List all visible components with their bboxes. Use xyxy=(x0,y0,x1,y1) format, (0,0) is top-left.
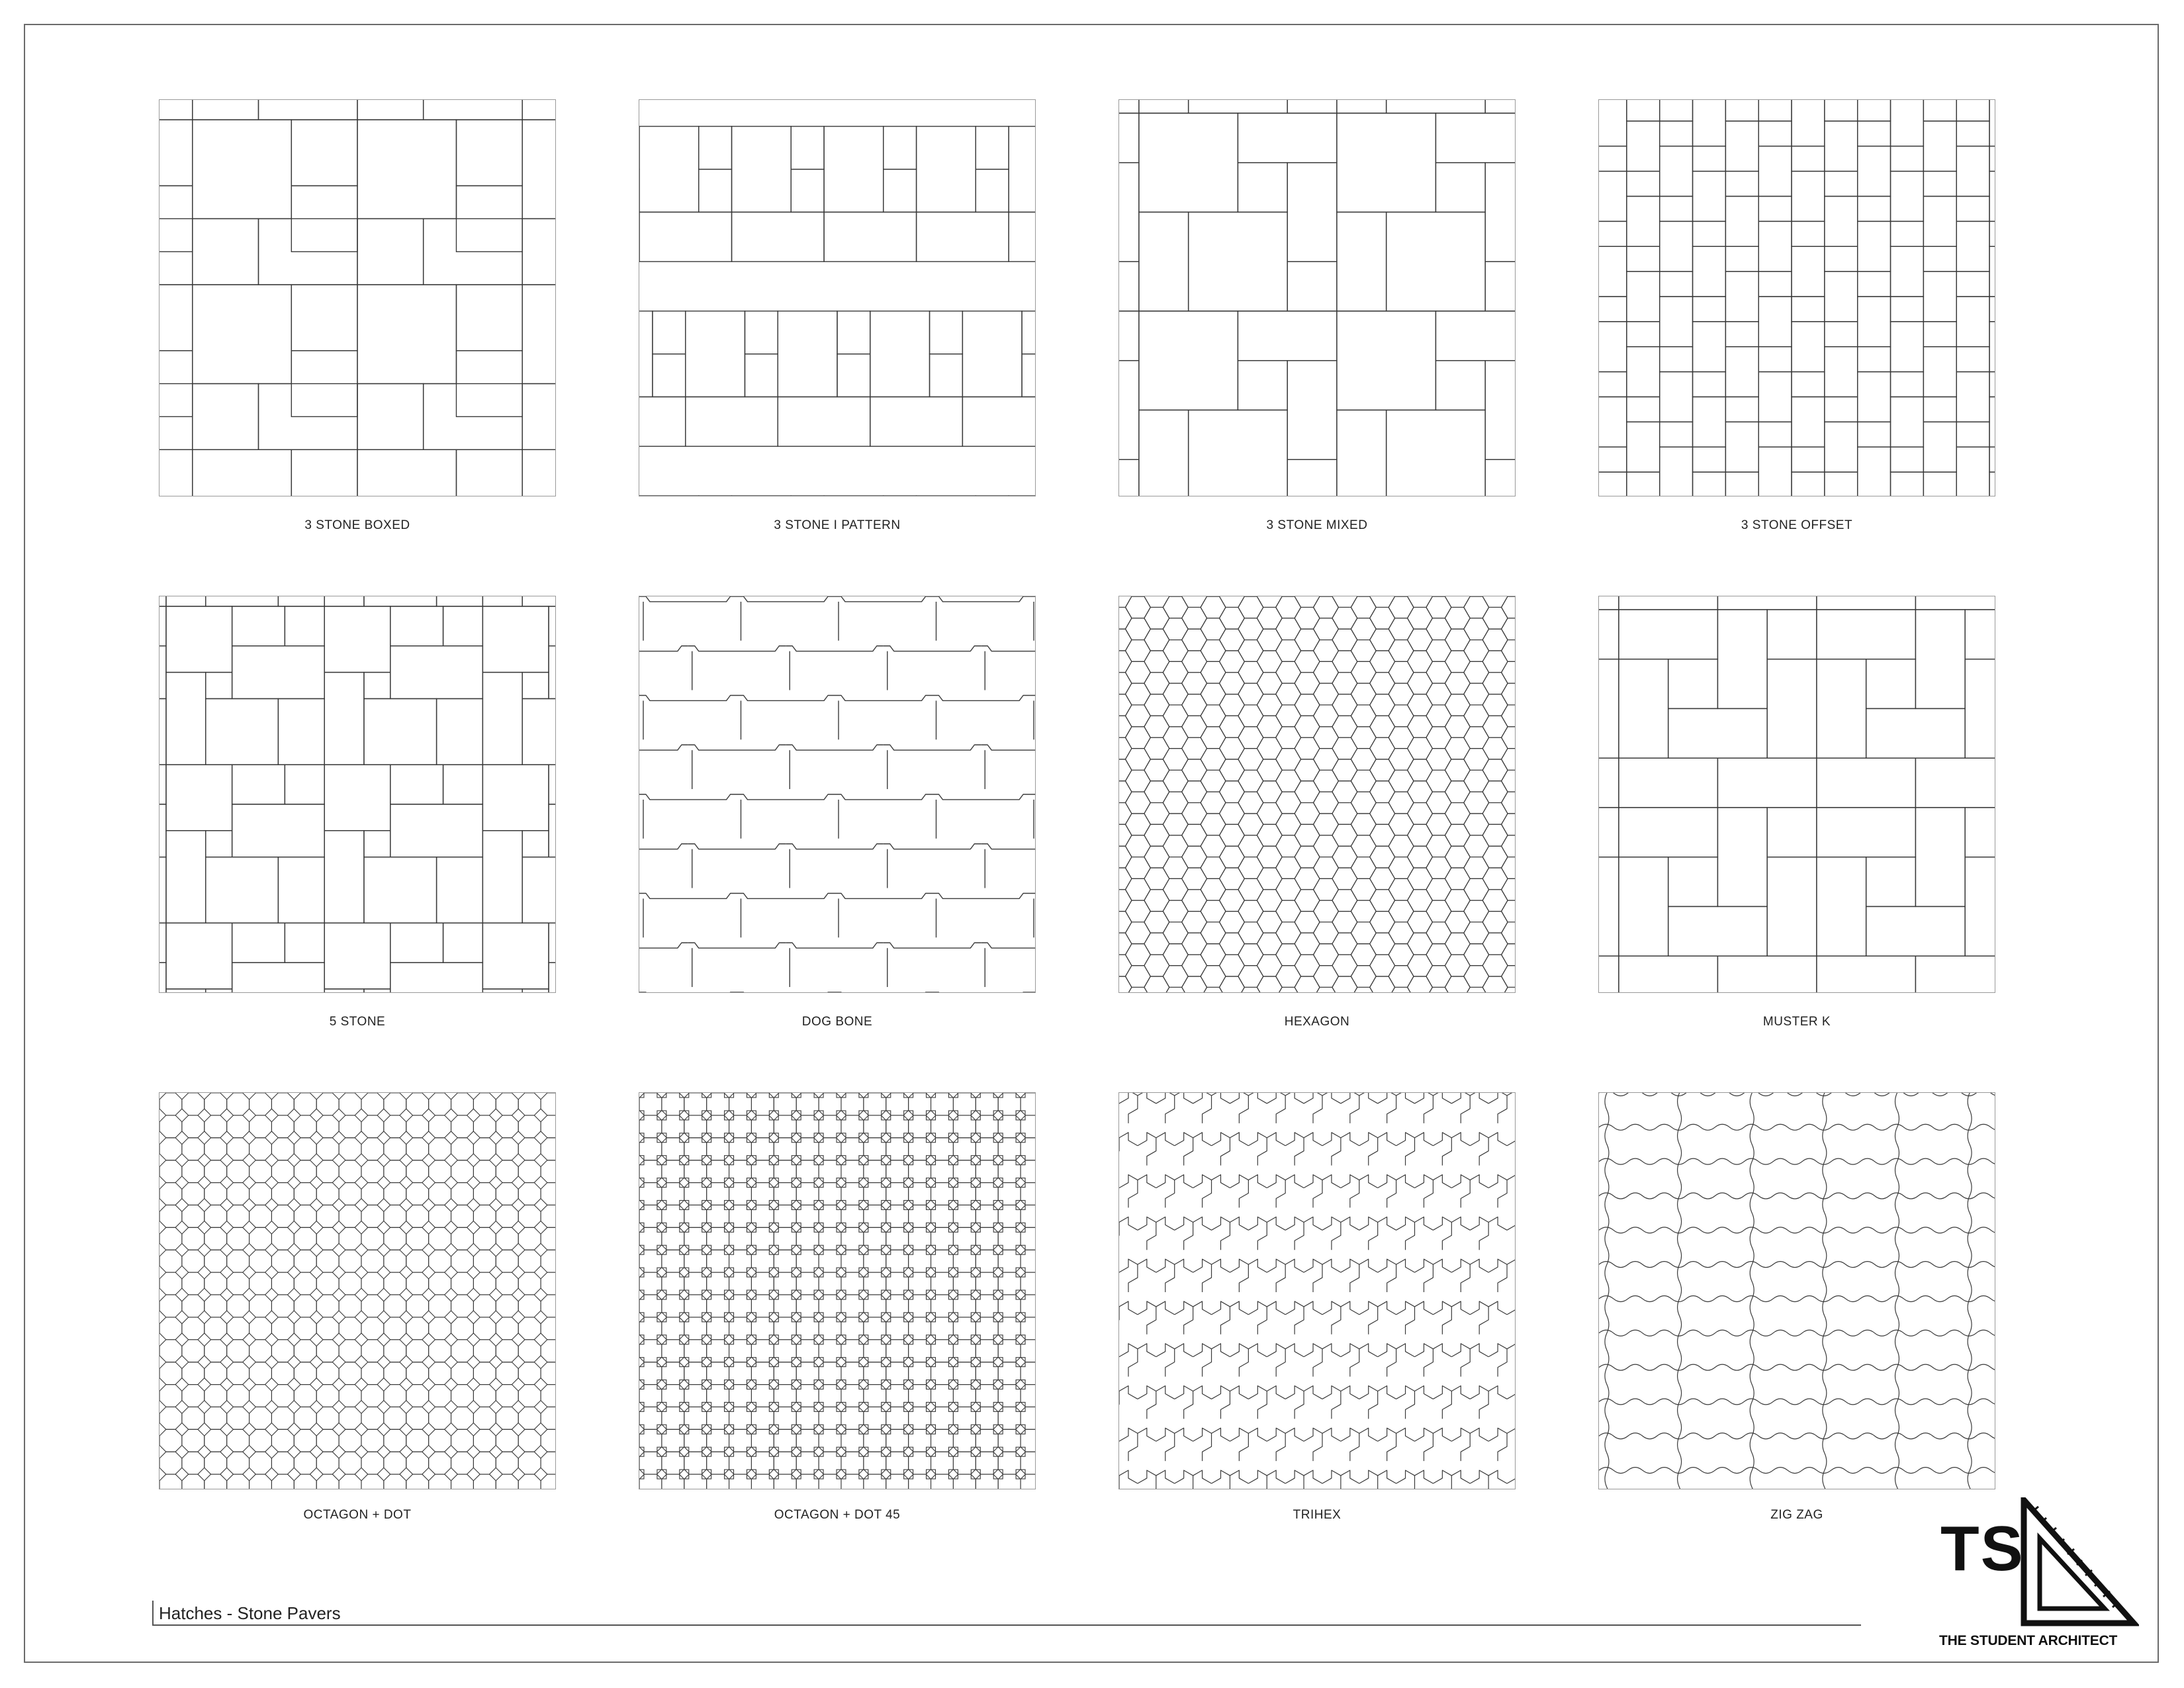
logo-name: THE STUDENT ARCHITECT xyxy=(1939,1633,2118,1648)
hatch-swatch-3-stone-offset xyxy=(1598,99,1995,496)
hatch-label: 5 STONE xyxy=(329,1015,386,1029)
set-square-icon xyxy=(2020,1497,2139,1627)
hatch-label: 3 STONE MIXED xyxy=(1266,518,1368,532)
hatch-label: DOG BONE xyxy=(801,1015,873,1029)
hatch-pattern xyxy=(1119,1093,1515,1489)
hatch-swatch-dog-bone xyxy=(639,596,1036,993)
hatch-label: OCTAGON + DOT 45 xyxy=(774,1508,901,1522)
hatch-pattern xyxy=(159,596,555,992)
logo-initials: TS xyxy=(1940,1513,2025,1584)
hatch-label: TRIHEX xyxy=(1293,1508,1342,1522)
hatch-swatch-zig-zag xyxy=(1598,1092,1995,1489)
hatch-pattern xyxy=(639,100,1035,496)
hatch-swatch-3-stone-boxed xyxy=(159,99,556,496)
hatch-swatch-3-stone-i-pattern xyxy=(639,99,1036,496)
hatch-label: OCTAGON + DOT xyxy=(303,1508,412,1522)
hatch-pattern xyxy=(639,1093,1035,1489)
hatch-label: 3 STONE I PATTERN xyxy=(774,518,901,532)
hatch-swatch-muster-k xyxy=(1598,596,1995,993)
hatch-swatch-3-stone-mixed xyxy=(1118,99,1516,496)
hatch-pattern xyxy=(1599,100,1995,496)
hatch-pattern xyxy=(159,100,555,496)
hatch-label: ZIG ZAG xyxy=(1770,1508,1823,1522)
hatch-swatch-5-stone xyxy=(159,596,556,993)
hatch-pattern xyxy=(159,1093,555,1489)
sheet-title: Hatches - Stone Pavers xyxy=(159,1603,341,1623)
hatch-pattern xyxy=(639,596,1035,992)
hatch-label: 3 STONE OFFSET xyxy=(1741,518,1853,532)
hatch-pattern xyxy=(1119,100,1515,496)
hatch-label: MUSTER K xyxy=(1762,1015,1831,1029)
hatch-swatch-octagon-dot-45 xyxy=(639,1092,1036,1489)
hatch-pattern xyxy=(1119,596,1515,992)
hatch-swatch-octagon-dot xyxy=(159,1092,556,1489)
logo xyxy=(1938,1497,2143,1654)
hatch-label: HEXAGON xyxy=(1284,1015,1350,1029)
hatch-swatch-trihex xyxy=(1118,1092,1516,1489)
hatch-swatch-hexagon xyxy=(1118,596,1516,993)
hatch-pattern xyxy=(1599,1093,1995,1489)
hatch-pattern xyxy=(1599,596,1995,992)
title-block xyxy=(152,1601,1861,1626)
hatch-label: 3 STONE BOXED xyxy=(304,518,410,532)
